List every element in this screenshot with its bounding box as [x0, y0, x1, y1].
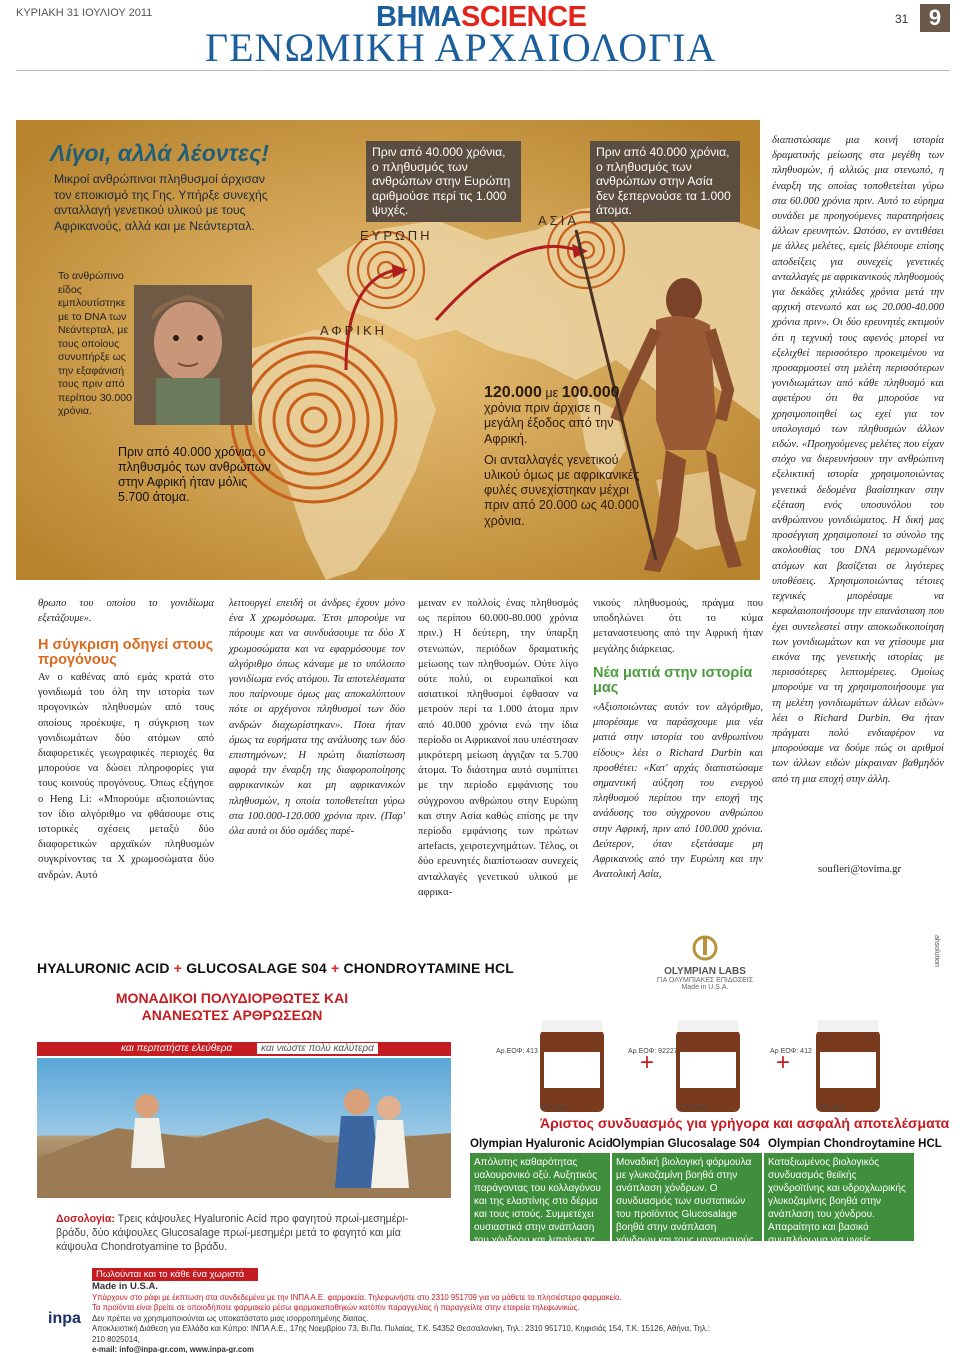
exchange-text: Οι ανταλλαγές γενετικού υλικού όμως με αφρικανικές φυλές συνεχίστηκαν μέχρι πριν από 20.000 ως 40.000 χρόνια. [484, 452, 640, 528]
olympian-labs-emblem [692, 935, 718, 961]
ad-combo-tagline: Άριστος συνδυασμός για γρήγορα και ασφαλή αποτελέσματα [540, 1115, 950, 1131]
caps-3: 90 caps [820, 1104, 845, 1111]
africa-map-label: ΑΦΡΙΚΗ [320, 323, 388, 338]
ad-fine-print [92, 1282, 712, 1353]
col1-body: Αν ο καθένας από εμάς κρατά στο γονιδιωμά του όλη την ιστορία των προγονικών πληθυσμών από τους οποίους προέκυψε, η σύγκριση των γονιδιωμάτων δύο ατόμων από διαφορετικές γεωγραφικές περιοχές θα μπορούσε να δώσει πληροφορίες για τους κοινούς προγόνους. Όπως εξήγησε ο Heng Li: «Μπορούμε αξιοποιώντας τον ίδιο αλγόριθμο να φθάσουμε στις ιστορικές σχέσεις μεταξύ δύο διαφορετικών αρχαϊκών πληθυσμών συγκρίνοντας τα Χ χρωμοσώματα δύο ανδρών. Αυτό [38, 672, 214, 881]
asia-population-callout: Πριν από 40.000 χρόνια, ο πληθυσμός των ανθρώπων στην Ασία δεν ξεπερνούσε τα 1.000 άτομα. [590, 141, 740, 222]
bottle-plus-icon-2: + [776, 1049, 791, 1076]
col4-body-2: «Αξιοποιώντας αυτόν τον αλγόριθμο, μπορέσαμε να παράσχουμε μια νέα ματιά στην ιστορία του ανθρωπίνου είδους» λέει ο Richard Durbin και προσθέτει: «Κατ' αρχάς διαπιστώσαμε σημαντική αύξηση του ενεργού πληθυσμού περίπου την εποχή της ανάδυσης του σύγχρονου ανθρώπου στην Αφρική, πριν από 100.000 χρόνια. Δεύτερον, όταν εξετάσαμε μη Αφρικανούς από την Ευρώπη και την Ανατολική Ασία, [593, 702, 763, 881]
exodus-text: χρόνια πριν άρχισε η μεγάλη έξοδος από την Αφρική. [484, 401, 614, 446]
col5-body: διαπιστώσαμε μια κοινή ιστορία δραματικής μείωσης στα μεγέθη των πληθυσμών, ή αλλιώς μια στενωπό, η έναρξη της οποίας τοποθετείται γύρω στα 60.000 χρόνια πριν. Αυτό το εύρημα συνάδει με προηγούμενες παρατηρήσεις άλλων ερευνητών. Ωστόσο, εν αντιθέσει με άλλες μελέτες, εμείς βλέπουμε επίσης αποδείξεις για συνεχείς γενετικές ανταλλαγές με αφρικανικούς πληθυσμούς για δεκάδες χιλιάδες χρόνια μετά την αρχική στενωπό και ως 20.000-40.000 χρόνια πριν». Οι δύο ερευνητές εκτιμούν ότι η τεχνική τους αφενός μπορεί να εξελιχθεί περισσότερο προκειμένου να προσαρμοστεί στη μελέτη περισσότερων γονιδιωμάτων από κάθε πληθυσμό και αφετέρου ότι θα μπορούσε να χρησιμοποιηθεί ως εχεί για τον υπολογισμό των πληθυσμών άλλων ειδών. «Προηγούμενες μελέτες που είχαν στόχο να διερευνήσουν την ανθρώπινη εξελικτική ιστορία χρησιμοποιώντας γενετικά δεδομένα βασίστηκαν στην εξέταση ενός υποσυνόλου του ανθρώπινου γονιδιώματος. Η δική μας προσέγγιση χρησιμοποιεί το σύνολο της ακολουθίας του DNA μεμονωμένων ατόμων και βασίζεται σε λιγότερες υποθέσεις. Χρησιμοποιώντας τέτοιες τεχνικές μπορέσαμε να κεφαλαιοποιήσουμε την επανάσταση που έχει συντελεστεί στην αποκωδικοποίηση των γονιδιωμάτων και να χτίσουμε μια εικόνα της γενετικής ιστορίας με περισσότερες λεπτομέρειες. Ομοίως μπορούμε να τη χρησιμοποιήσουμε για τη μελέτη γονιδιωμάτων άλλων ειδών» λέει ο Richard Durbin. Θα ήταν πράγματι πολύ ενδιαφέρον να μπορούσαμε να δούμε πώς οι αριθμοί των άλλων ειδών μίκραιναν βαθμηδόν από τη μια εποχή στην άλλη. [772, 135, 944, 785]
feature-headline: Λίγοι, αλλά λέοντες! [50, 140, 269, 166]
fine-line-6: e-mail: info@inpa-gr.com, www.inpa-gr.com [92, 1345, 254, 1353]
couple-illustration [37, 1058, 451, 1198]
ad-banner-left: και περπατήστε ελεύθερα [121, 1043, 233, 1054]
caps-2: 100 caps [680, 1104, 709, 1111]
europe-population-callout: Πριν από 40.000 χρόνια, ο πληθυσμός των ανθρώπων στην Ευρώπη αριθμούσε περί τις 1.000 ψυχές. [366, 141, 521, 222]
dose-label: Δοσολογία: [56, 1213, 115, 1225]
ad-dosage [56, 1212, 416, 1254]
page-number: 31 [895, 12, 909, 26]
prod1-description: Απόλυτης καθαρότητας υαλουρονικό οξύ. Αυξητικός παράγοντας του κολλαγόνου και της ελαστίνης στο δέρμα και τους ιστούς. Συμμετέχει ουσιαστικά στην ανάπλαση του χόνδρου και λιπαίνει τις αρθρώσεις. [470, 1153, 610, 1241]
ad-product-lineup [37, 960, 514, 976]
brand-tagline: ΓΙΑ ΟΛΥΜΠΙΑΚΕΣ ΕΠΙΔΟΣΕΙΣ [656, 977, 754, 984]
masthead-rule [16, 70, 950, 71]
fine-line-3: Τα προϊόντα είναι βρείτε σε οποιοδήποτε φαρμακείο μέσω φαρμακαποθηκών κατόπιν παραγγελίας ή παραγγείλτε στην εταιρεία τηλεφωνικώς. [92, 1303, 580, 1312]
brand-origin: Made in U.S.A. [681, 984, 729, 991]
eof-3: Αρ.ΕΟΦ: 412 [770, 1048, 812, 1055]
photo-caption: Το ανθρώπινο είδος εμπλουτίστηκε με το DNA των Νεάντερταλ, με τους οποίους συνυπήρξε ως την εξαφάνισή τους πριν από περίπου 30.000 χρόνια. [58, 270, 132, 417]
europe-map-label: ΕΥΡΩΠΗ [360, 228, 433, 243]
brand-name: OLYMPIAN LABS [664, 966, 746, 977]
brand-part-b: SCIENCE [461, 1, 587, 33]
plus-icon: + [173, 960, 183, 976]
col4-body: νικούς πληθυσμούς, πράγμα που υποδηλώνει ότι το κύμα μεταναστευσης από την Αφρική ήταν μεγάλης διάρκειας. [593, 598, 763, 655]
sold-separately-banner: Πωλούνται και το κάθε ένα χωριστά [92, 1268, 258, 1281]
section-title: ΓΕΝΩΜΙΚΗ ΑΡΧΑΙΟΛΟΓΙΑ [205, 25, 717, 70]
byline-email: soufleri@tovima.gr [818, 864, 902, 875]
fine-line-2: Υπάρχουν στο ράφι με έκπτωση στα συνδεδεμένα με την ΙΝΠΑ Α.Ε. φαρμακεία. Τηλεφωνήστε στο 2310 951709 για να μάθετε το πλησιέστερο φαρμακείο. [92, 1292, 622, 1302]
col2-body: λειτουργεί επειδή οι άνδρες έχουν μόνο ένα Χ χρωμόσωμα. Έτσι μπορούμε να πάρουμε και να συνδυάσουμε τα δύο Χ χρωμοσώματα και να εφαρμόσουμε τον αλγόριθμο όπως κάναμε με το υπόλοιπο γονιδίωμα ενός ατόμου. Τα αποτελέσματα που παίρνουμε όμως μας αποκαλύπτουν πότε οι αρχέγονοι πληθυσμοί των δύο ανδρών διαχωρίστηκαν». Ποια ήταν όμως τα ευρήματα της ανάλυσης των δύο επιστημόνων; Η πρώτη διαπίστωση αφορά την έναρξη της διαφοροποίησης αφρικανικών και μη αφρικανικών πληθυσμών, η οποία τοποθετείται γύρω στα 100.000-120.000 χρόνια πριν. (Παρ' όλα αυτά οι δύο ομάδες παρέ- [229, 598, 405, 838]
fine-made-in: Made in U.S.A. [92, 1281, 158, 1292]
ad-headline: ΜΟΝΑΔΙΚΟΙ ΠΟΛΥΔΙΟΡΘΩΤΕΣ ΚΑΙ ΑΝΑΝΕΩΤΕΣ ΑΡΘΡΩΣΕΩΝ [115, 990, 349, 1023]
asia-map-label: ΑΣΙΑ [538, 213, 579, 228]
ad-couple-photo [37, 1058, 451, 1198]
fine-line-5: Αποκλειστική Διάθεση για Ελλάδα και Κύπρο: ΙΝΠΑ Α.Ε., 17ης Νοεμβρίου 73, Βι.Πα. Πυλαίας, Τ.Κ. 54352 Θεσσαλονίκη, Τηλ.: 2310 951710, Κηφισιάς 154, Τ.Κ. 15126, Αθήνα, Τηλ.: 210 8025014, [92, 1324, 711, 1344]
prod3-description: Καταξιωμένος βιολογικός συνδυασμός θειϊκής χονδροϊτίνης και υδροχλωρικής γλυκοζαμίνης βοηθά στην ανάπλαση του χόνδρου. Απαραίτητο και βασικό συμπλήρωμα για υγιείς αρθρώσεις και οστά. [764, 1153, 914, 1241]
exodus-years [484, 385, 644, 401]
col4-subhead: Νέα ματιά στην ιστορία μας [593, 665, 753, 696]
prod1-name: Olympian Hyaluronic Acid [470, 1138, 613, 1150]
fine-line-4: Δεν πρέπει να χρησιμοποιούνται ως υποκατάστατο μιας ισορροπημένης δίαιτας. [92, 1313, 369, 1323]
ad-banner-right: και νιώστε πολύ καλύτερα [257, 1043, 378, 1054]
col3-body: μειναν εν πολλοίς ένας πληθυσμός ως περίπου 60.000-80.000 χρόνια πριν.) Η δεύτερη, την ύπαρξη στενωπών, περιόδων δραματικής μείωσης των πληθυσμών. Ούτε λίγο ούτε πολύ, οι ευρωπαϊκοί και ασιατικοί πληθυσμοί έφθασαν να μετρούν περί τα 1.000 άτομα πριν από 40.000 χρόνια ενώ την ίδια περίοδο οι Αφρικανοί που υπέστησαν μικρότερη μείωση άγγιζαν τα 5.700 άτομα. Το διάστημα αυτό συμπίπτει με την περίοδο εμφάνισης του σύγχρονου ανθρώπου στην Ευρώπη και στην Ασία καθώς επίσης με την περίοδο εμφάνισης των πρώτων artefacts, χειροτεχνημάτων. Τέλος, οι δύο ερευνητές διαπίστωσαν συνεχείς ανταλλαγές γενετικού υλικού με αφρικα- [418, 598, 578, 898]
bottle-plus-icon-1: + [640, 1049, 655, 1076]
brand-part-a: ΒΗΜΑ [376, 1, 461, 33]
prod3-name: Olympian Chondroytamine HCL [768, 1138, 942, 1150]
ad-product-a: HYALURONIC ACID [37, 960, 170, 976]
africa-population-fact: Πριν από 40.000 χρόνια, ο πληθυσμός των ανθρώπων στην Αφρική ήταν μόλις 5.700 άτομα. [118, 445, 271, 504]
feature-intro: Μικροί ανθρώπινοι πληθυσμοί άρχισαν τον εποικισμό της Γης. Υπήρξε συνεχής ανταλλαγή γενετικού υλικού με τους Αφρικανούς, αλλά και με Νεάντερταλ. [54, 172, 268, 233]
inpa-logo: inpa [48, 1310, 81, 1327]
exodus-connector: με [541, 386, 562, 400]
eof-1: Αρ.ΕΟΦ: 413 [496, 1048, 538, 1055]
dose-text: Τρεις κάψουλες Hyaluronic Acid προ φαγητού πρωί-μεσημέρι-βράδυ, δύο κάψουλες Glucosalage πρωί-μεσημέρι μετά το φαγητό και μία κάψουλα Chondrotyamine το βράδυ. [56, 1213, 409, 1253]
exodus-years-b: 100.000 [561, 384, 620, 401]
exodus-years-a: 120.000 [484, 384, 542, 401]
prod2-name: Olympian Glucosalage S04 [612, 1138, 760, 1150]
col1-subhead: Η σύγκριση οδηγεί στους προγόνους [38, 637, 214, 668]
agency-credit: ahsolution [933, 935, 940, 967]
issue-date: ΚΥΡΙΑΚΗ 31 ΙΟΥΛΙΟΥ 2011 [16, 7, 153, 19]
col1-lead: θρωπο του οποίου το γονιδίωμα εξετάζουμε». [38, 598, 214, 625]
section-number-badge: 9 [920, 4, 950, 32]
ad-product-b: GLUCOSALAGE S04 [186, 960, 327, 976]
caps-1: 100 caps [540, 1104, 569, 1111]
olympian-labs-logo [650, 935, 760, 991]
ad-product-c: CHONDROYTAMINE HCL [343, 960, 515, 976]
exodus-fact [484, 385, 644, 529]
ad-banner [37, 1042, 451, 1056]
neanderthal-child-photo [134, 285, 252, 425]
eof-2: Αρ.ΕΟΦ: 92227 [628, 1048, 678, 1055]
prod2-description: Μοναδική βιολογική φόρμουλα με γλυκοζαμίνη βοηθά στην ανάπλαση χόνδρων. Ο συνδυασμός των συστατικών του προϊόντος Glucosalage βοηθά στην ανάπλαση χόνδρων και τους μηχανισμούς του οργανισμού στη μείωση του πόνου, του φλεγμονής και των αρθρώσεων. [612, 1153, 762, 1241]
plus-icon: + [331, 960, 340, 976]
